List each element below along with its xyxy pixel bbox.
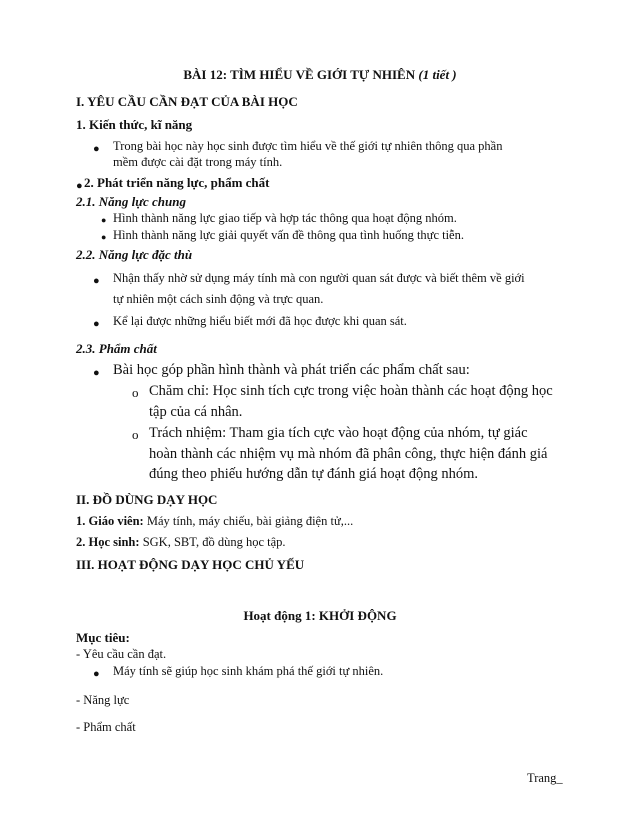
objective-line: - Phẩm chất [76,720,136,734]
teacher-line [76,514,353,529]
title-main: BÀI 12: TÌM HIỂU VỀ GIỚI TỰ NHIÊN [183,67,419,82]
bullet-icon: ● [76,180,83,192]
page-title [0,67,640,83]
subheading-general-competence: 2.1. Năng lực chung [76,194,186,209]
list-item: Trong bài học này học sinh được tìm hiểu về thế giới tự nhiên thông qua phần [113,139,503,153]
student-text: SGK, SBT, đồ dùng học tập. [139,535,286,549]
sub-list-item-continued: hoàn thành các nhiệm vụ mà nhóm đã phân công, thực hiện đánh giá [149,446,548,462]
sub-list-item: Chăm chỉ: Học sinh tích cực trong việc hoàn thành các hoạt động học [149,383,553,399]
section-heading-1: I. YÊU CẦU CẦN ĐẠT CỦA BÀI HỌC [76,94,298,109]
title-suffix: (1 tiết ) [418,67,457,82]
bullet-icon: ● [101,232,107,242]
objective-label: Mục tiêu: [76,630,130,645]
teacher-text: Máy tính, máy chiếu, bài giảng điện tử,... [143,514,354,528]
list-item: Bài học góp phần hình thành và phát triển các phẩm chất sau: [113,362,470,378]
bullet-icon: ● [93,668,100,680]
sub-list-item-continued: đúng theo phiếu hướng dẫn tự đánh giá hoạt động nhóm. [149,466,479,482]
section-heading-3: III. HOẠT ĐỘNG DẠY HỌC CHỦ YẾU [76,557,305,572]
page-footer: Trang_ [527,771,563,785]
student-label: 2. Học sinh: [76,535,140,549]
list-item: Nhận thấy nhờ sử dụng máy tính mà con người quan sát được và biết thêm về giới [113,271,525,285]
bullet-icon: ● [101,215,107,225]
list-item-continued: tự nhiên một cách sinh động và trực quan. [113,292,324,306]
activity-heading: Hoạt động 1: KHỞI ĐỘNG [243,608,397,623]
sub-list-item: Trách nhiệm: Tham gia tích cực vào hoạt động của nhóm, tự giác [149,425,528,441]
bullet-icon: ● [93,367,100,379]
subheading-specific-competence: 2.2. Năng lực đặc thù [76,247,193,262]
bullet-icon: ● [93,318,100,330]
list-item: Hình thành năng lực giao tiếp và hợp tác thông qua hoạt động nhóm. [113,211,457,225]
objective-line: - Năng lực [76,693,130,707]
teacher-label: 1. Giáo viên: [76,514,144,528]
subheading-qualities: 2.3. Phẩm chất [76,341,157,356]
objective-line: - Yêu cầu cần đạt. [76,647,167,661]
list-item: Hình thành năng lực giải quyết vấn đề thông qua tình huống thực tiễn. [113,228,464,242]
subheading-knowledge: 1. Kiến thức, kĩ năng [76,117,193,132]
list-item: Kể lại được những hiểu biết mới đã học được khi quan sát. [113,314,407,328]
bullet-icon: ● [93,143,100,155]
bullet-icon: ● [93,275,100,287]
subheading-competence: 2. Phát triển năng lực, phẩm chất [84,175,270,190]
section-heading-2: II. ĐỒ DÙNG DẠY HỌC [76,492,218,507]
list-item-continued: mềm được cài đặt trong máy tính. [113,155,283,169]
circle-bullet-icon: o [132,385,139,400]
circle-bullet-icon: o [132,427,139,442]
list-item: Máy tính sẽ giúp học sinh khám phá thế giới tự nhiên. [113,664,384,678]
student-line [76,535,286,550]
sub-list-item-continued: tập của cá nhân. [149,404,243,420]
